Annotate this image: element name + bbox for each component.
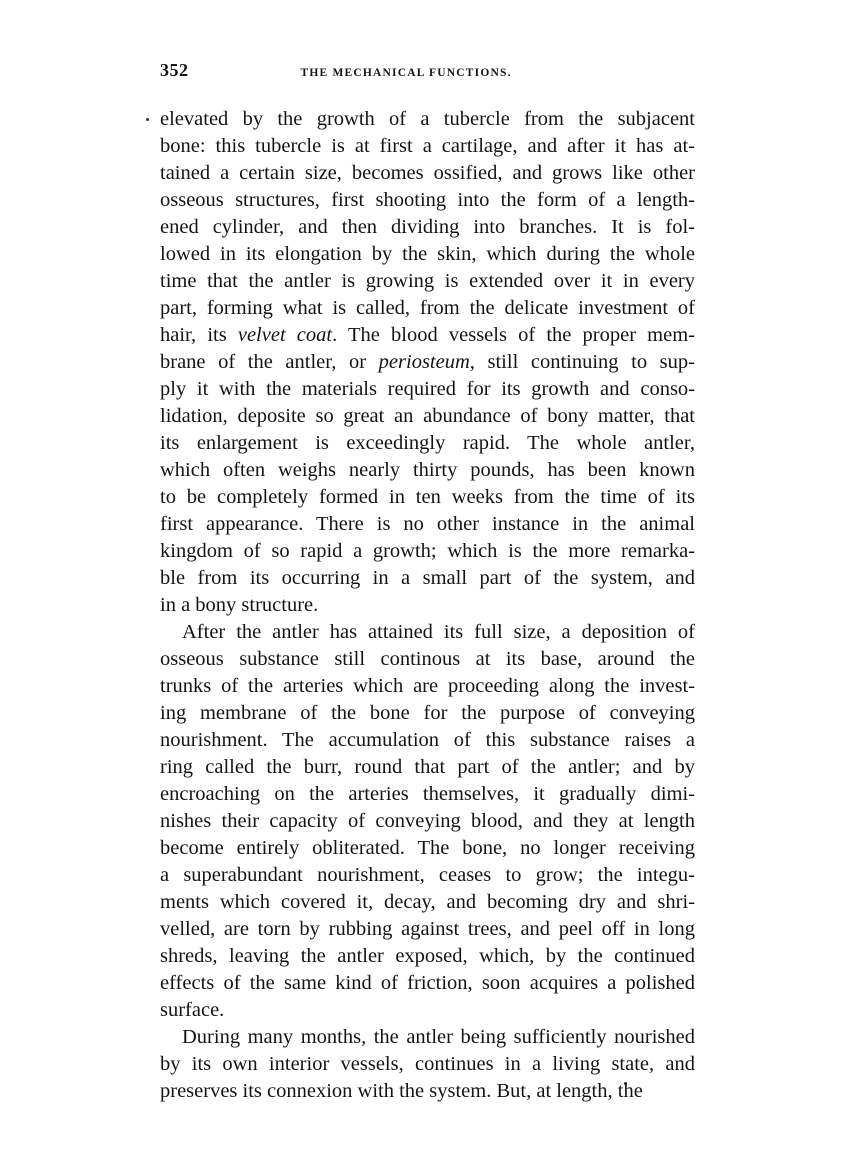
text-line: a superabundant nourishment, ceases to grow; the integu- [160,864,695,886]
text-line: osseous substance still continous at its base, around the [160,648,695,670]
text-line: its enlargement is exceedingly rapid. The whole antler, [160,432,695,454]
text-line: in a bony structure. [160,594,319,616]
text-line: which often weighs nearly thirty pounds, has been known [160,459,695,481]
text-line: to be completely formed in ten weeks from the time of its [160,486,695,508]
paragraph [160,106,695,619]
text-line: ments which covered it, decay, and becoming dry and shri- [160,891,695,913]
text-line: first appearance. There is no other instance in the animal [160,513,695,535]
text-line: nourishment. The accumulation of this substance raises a [160,729,695,751]
text-line: During many months, the antler being sufficiently nourished [182,1026,695,1048]
text-line: surface. [160,999,225,1021]
text-line: preserves its connexion with the system. But, at length, the [160,1080,643,1102]
text-line: effects of the same kind of friction, soon acquires a polished [160,972,695,994]
text-line: brane of the antler, or periosteum, still continuing to sup- [160,351,695,373]
text-line: lowed in its elongation by the skin, which during the whole [160,243,695,265]
text-line: tained a certain size, becomes ossified, and grows like other [160,162,695,184]
text-line: bone: this tubercle is at first a cartilage, and after it has at- [160,135,695,157]
text-line: nishes their capacity of conveying blood, and they at length [160,810,695,832]
text-line: ing membrane of the bone for the purpose of conveying [160,702,695,724]
text-line: ply it with the materials required for its growth and conso- [160,378,695,400]
text-line: encroaching on the arteries themselves, it gradually dimi- [160,783,695,805]
italic-term: velvet coat [237,324,333,346]
running-head [160,60,695,106]
text-line: kingdom of so rapid a growth; which is the more remarka- [160,540,695,562]
text-line: After the antler has attained its full size, a deposition of [182,621,695,643]
text-line: by its own interior vessels, continues in a living state, and [160,1053,695,1075]
text-line: lidation, deposite so great an abundance of bony matter, that [160,405,695,427]
text-line: shreds, leaving the antler exposed, which, by the continued [160,945,695,967]
text-line: ened cylinder, and then dividing into branches. It is fol- [160,216,695,238]
italic-term: periosteum [378,351,470,373]
text-line: elevated by the growth of a tubercle from the subjacent [160,108,695,130]
stray-ink-mark [146,118,149,121]
text-line: time that the antler is growing is extended over it in every [160,270,695,292]
text-line: part, forming what is called, from the delicate investment of [160,297,695,319]
text-line: hair, its velvet coat. The blood vessels of the proper mem- [160,324,695,346]
running-title: THE MECHANICAL FUNCTIONS. [300,67,512,79]
text-line: trunks of the arteries which are proceeding along the invest- [160,675,695,697]
text-line: ring called the burr, round that part of the antler; and by [160,756,695,778]
page-number: 352 [160,60,189,80]
text-line: become entirely obliterated. The bone, no longer receiving [160,837,695,859]
text-line: ble from its occurring in a small part of the system, and [160,567,695,589]
body-text [160,106,695,1105]
paragraph [160,1024,695,1105]
text-line: osseous structures, first shooting into the form of a length- [160,189,695,211]
text-line: velled, are torn by rubbing against trees, and peel off in long [160,918,695,940]
paragraph [160,619,695,1024]
book-page [160,60,695,1105]
